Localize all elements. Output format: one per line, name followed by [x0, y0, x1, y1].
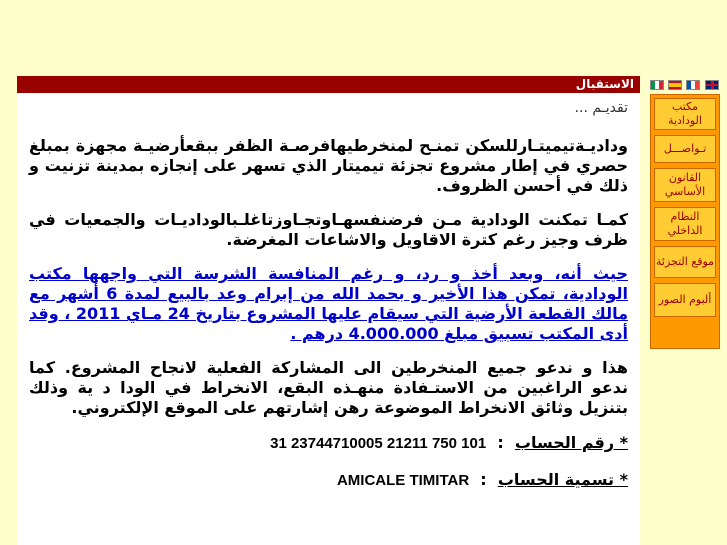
account-number-label: * رقم الحساب [514, 433, 628, 452]
page-title: الاستقبال [575, 77, 634, 91]
achievement-paragraph: كمـا تمكنت الودادية مـن فرضنفسهـاوتجـاوزتاغلـبالوداديـات والجمعيات في ظرف وجيز رغم كترة الاقاويل والاشاعات المغرضة. [29, 210, 628, 249]
nav-item-photo-album[interactable] [654, 283, 716, 317]
nav-item-label: تـواصـــل [663, 142, 707, 155]
nav-item-label: مكتب الودادية [668, 100, 702, 127]
account-number-row [29, 432, 628, 455]
french-flag-icon[interactable] [686, 80, 700, 90]
english-flag-icon[interactable] [705, 80, 719, 90]
article [29, 136, 628, 506]
account-number: 31 23744710005 21211 750 101 [270, 435, 487, 452]
nav-item-contact[interactable] [654, 135, 716, 163]
nav-item-label: ألبوم الصور [658, 293, 712, 306]
section-title: تقديـم ... [574, 100, 628, 116]
account-separator: : [480, 470, 487, 489]
account-separator: : [497, 433, 504, 452]
side-navigation [650, 94, 720, 349]
italian-flag-icon[interactable] [650, 80, 664, 90]
nav-item-office[interactable] [654, 98, 716, 130]
nav-item-subdivision-site[interactable] [654, 246, 716, 278]
promise-of-sale-paragraph [29, 264, 628, 344]
account-name-label: * تسمية الحساب [497, 470, 628, 489]
nav-item-label: موقع التجزئة [655, 255, 715, 268]
nav-item-internal-rules[interactable] [654, 207, 716, 241]
nav-item-label: النظام الداخلي [667, 210, 703, 237]
spanish-flag-icon[interactable] [668, 80, 682, 90]
account-name-row [29, 469, 628, 492]
intro-paragraph: وداديـةتيميتـارللسكن تمنـح لمنخرطيهافرصـة الظفر ببقعأرضيـة مجهزة بمبلغ حصري في إطار مشروع تجزئة تيميتار الذي تسهر على إنجازه بمدينة تزنيت و ذلك في أحسن الظروف. [29, 136, 628, 195]
account-name: AMICALE TIMITAR [336, 472, 470, 489]
nav-item-label: القانون الأساسي [664, 171, 706, 198]
main-content [17, 76, 640, 545]
promise-of-sale-link[interactable]: حيث أنه، وبعد أخذ و رد، و رغم المنافسة الشرسة التي واجهها مكتب الودادية، تمكن هذا الأخير و بحمد الله من إبرام وعد بالبيع لمدة 6 أشهر مع مالك القطعة الأرضية التي سيقام عليها المشروع بتاريخ 24 مـاي 2011 ، وقد أدى المكتب تسبيق مبلغ 4.000.000 درهم . [29, 264, 628, 343]
call-to-action-paragraph: هذا و ندعو جميع المنخرطين الى المشاركة الفعلية لانجاح المشروع. كما ندعو الراغبين من الاستـفادة منهـذه البقع، الانخراط في الودا د ية وذلك بتنزيل وثائق الانخراط الموضوعة رهن إشارتهم على الموقع الإلكتروني. [29, 358, 628, 417]
nav-item-statutes[interactable] [654, 168, 716, 202]
page-title-bar [17, 76, 640, 93]
